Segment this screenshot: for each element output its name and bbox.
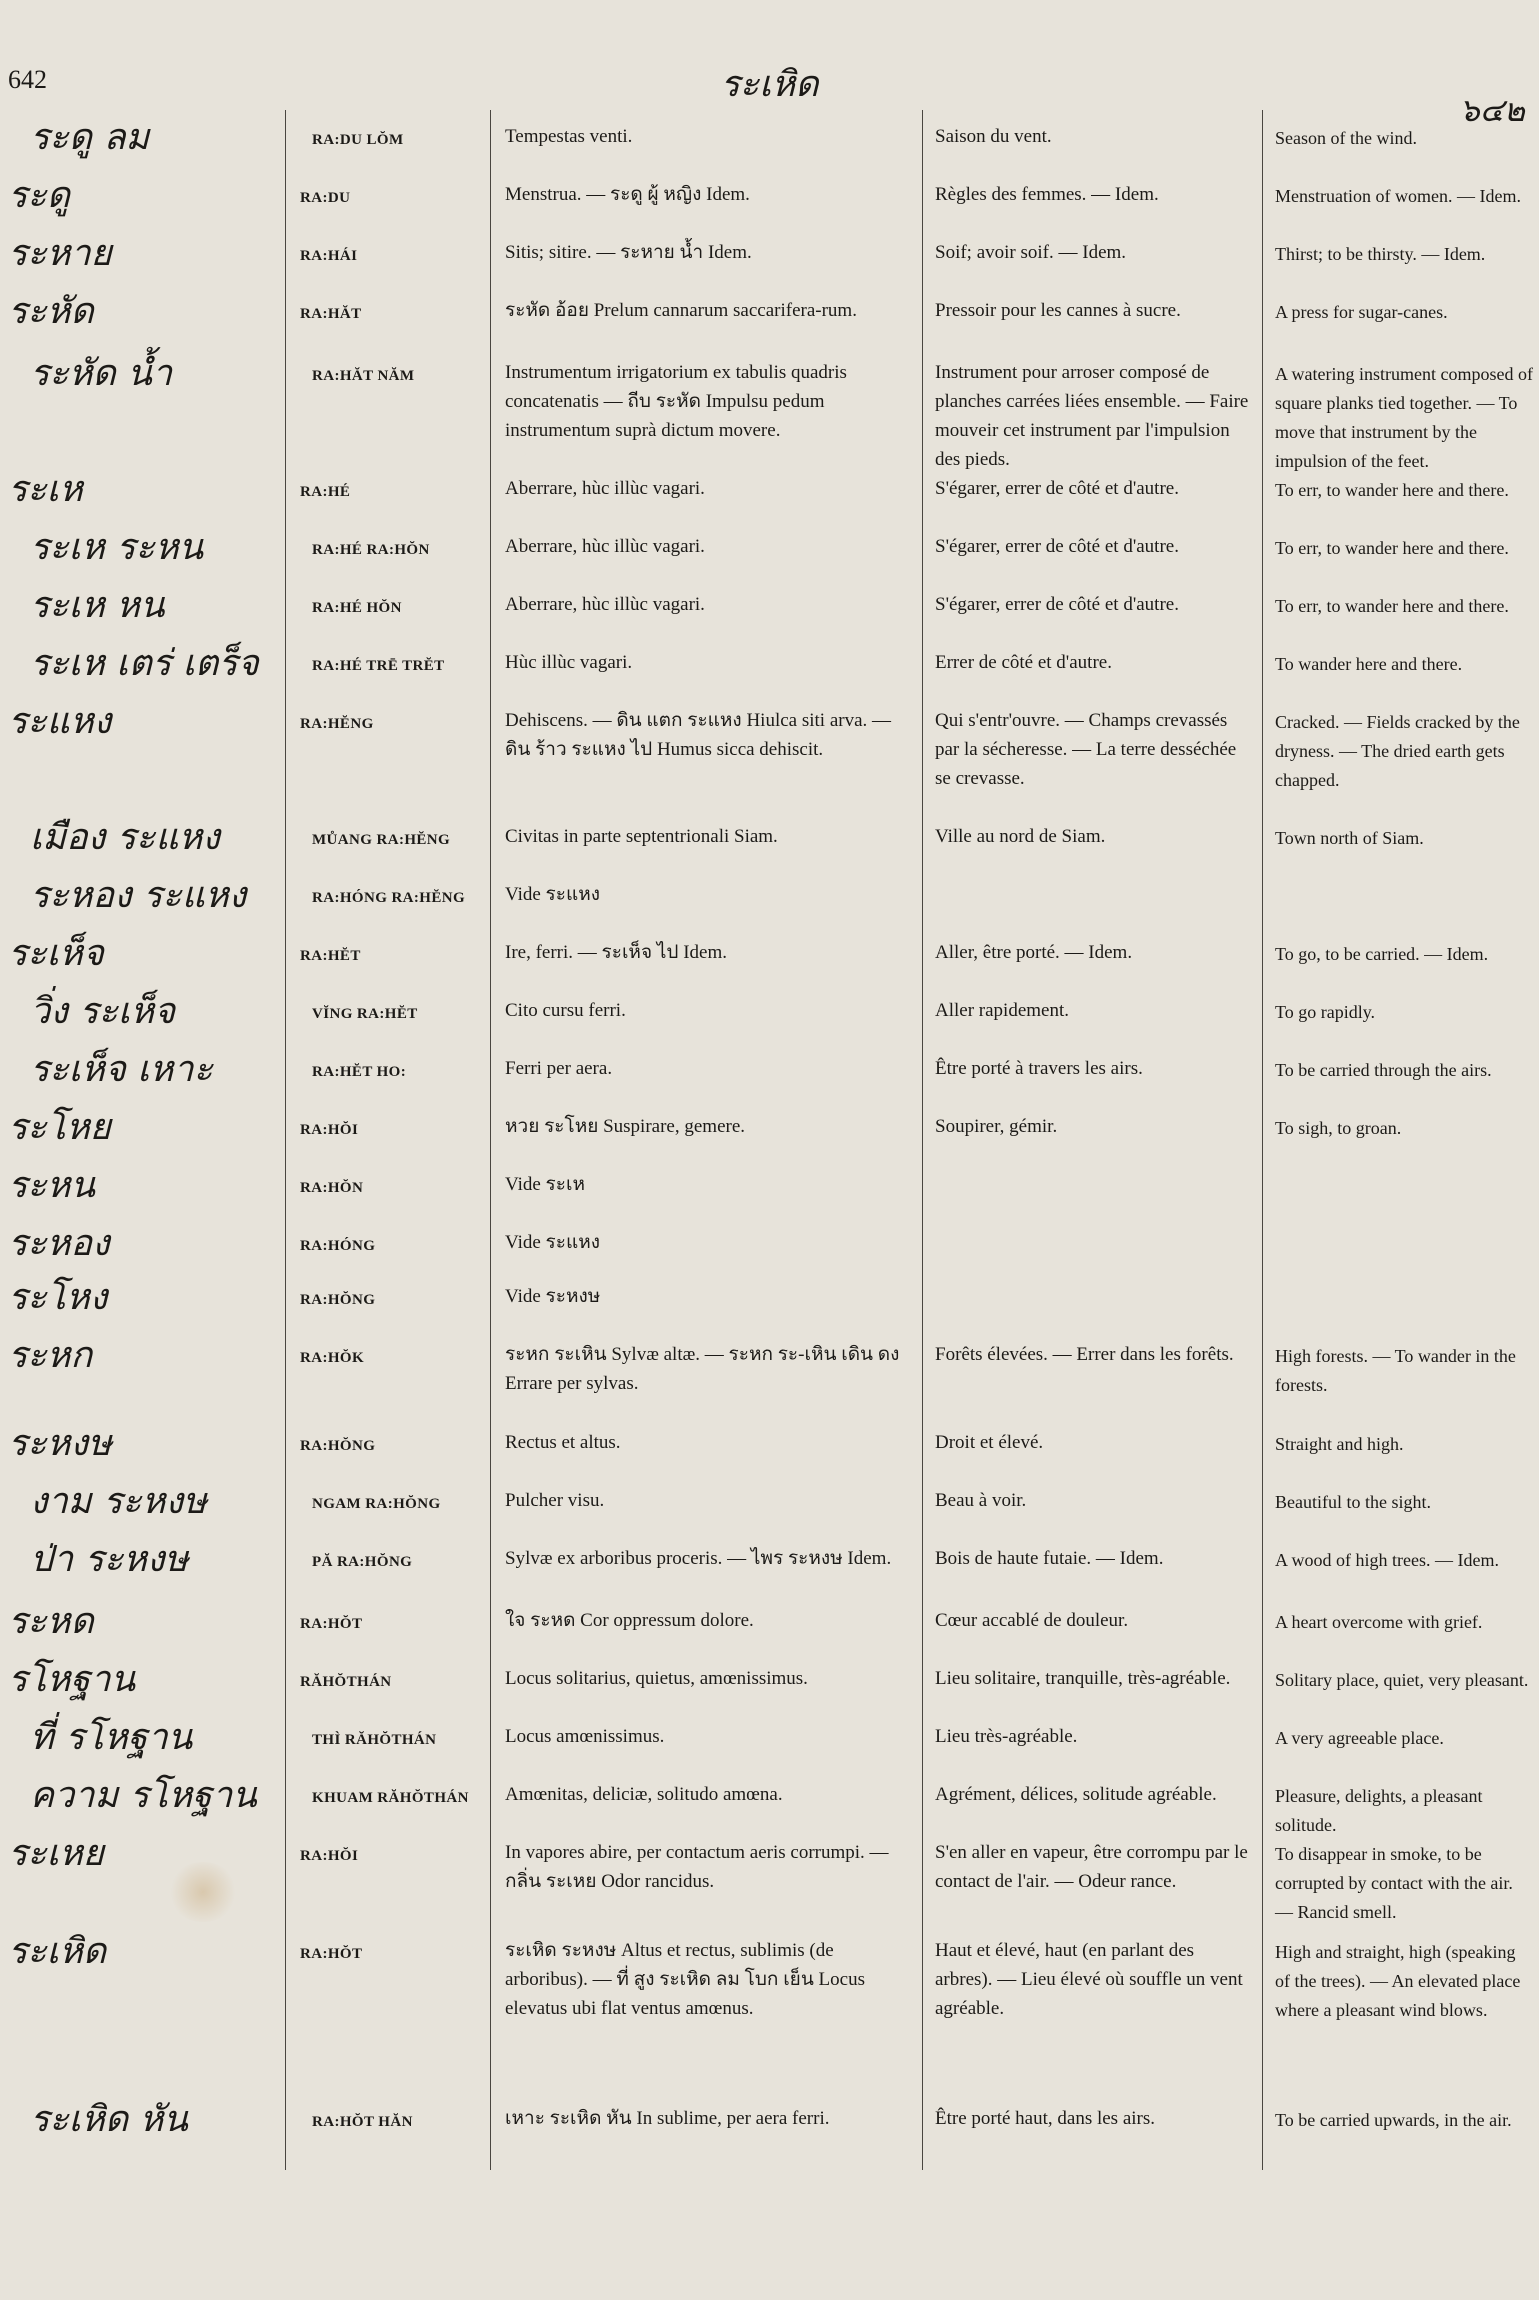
- latin-definition: Rectus et altus.: [505, 1432, 621, 1453]
- latin-definition: Vide ระแหง: [505, 884, 600, 905]
- english-definition: Cracked. — Fields cracked by the dryness. — The dried earth gets chapped.: [1275, 712, 1520, 790]
- latin-definition: ระหัด อ้อย Prelum cannarum saccarifera-rum.: [505, 300, 857, 321]
- english-definition: High forests. — To wander in the forests.: [1275, 1346, 1516, 1395]
- thai-headword: ระดู: [8, 175, 71, 216]
- french-definition: S'égarer, errer de côté et d'autre.: [935, 594, 1179, 615]
- romanization: RA:HĂT NĂM: [312, 368, 415, 384]
- french-definition: Soupirer, gémir.: [935, 1116, 1058, 1137]
- french-definition: Être porté à travers les airs.: [935, 1058, 1143, 1079]
- thai-headword: ความ รโหฐาน: [30, 1775, 257, 1816]
- latin-definition: Vide ระแหง: [505, 1232, 600, 1253]
- romanization: NGAM RA:HŎNG: [312, 1496, 441, 1512]
- english-definition: Solitary place, quiet, very pleasant.: [1275, 1670, 1529, 1690]
- romanization: RA:DU LŎM: [312, 132, 404, 148]
- latin-definition: ใจ ระหด Cor oppressum dolore.: [505, 1610, 754, 1631]
- thai-headword: ระเห็จ: [8, 933, 104, 974]
- english-definition: To be carried upwards, in the air.: [1275, 2110, 1512, 2130]
- romanization: PĂ RA:HŎNG: [312, 1554, 413, 1570]
- french-definition: Agrément, délices, solitude agréable.: [935, 1784, 1217, 1805]
- romanization: VĬNG RA:HĔT: [312, 1006, 418, 1022]
- page-number: 642: [8, 65, 47, 94]
- romanization: RA:HÉ RA:HŎN: [312, 542, 430, 558]
- english-definition: To wander here and there.: [1275, 654, 1463, 674]
- latin-definition: Sylvæ ex arboribus proceris. — ไพร ระหงษ Idem.: [505, 1548, 892, 1569]
- romanization: RA:HĔT: [300, 948, 361, 964]
- latin-definition: Cito cursu ferri.: [505, 1000, 626, 1021]
- thai-headword: ระหัด น้ำ: [30, 353, 173, 394]
- column-rule: [285, 110, 286, 2170]
- thai-headword: ระเหย: [8, 1833, 104, 1874]
- latin-definition: In vapores abire, per contactum aeris corrumpi. — กลิ่น ระเหย Odor rancidus.: [505, 1842, 889, 1892]
- french-definition: Haut et élevé, haut (en parlant des arbres). — Lieu élevé où souffle un vent agréable.: [935, 1940, 1243, 2019]
- latin-definition: Ire, ferri. — ระเห็จ ไป Idem.: [505, 942, 727, 963]
- thai-headword: ระเหิด หัน: [30, 2099, 188, 2140]
- thai-headword: ระแหง: [8, 701, 112, 742]
- romanization: MŮANG RA:HĔNG: [312, 832, 451, 848]
- romanization: RA:HĔT HO:: [312, 1064, 407, 1080]
- french-definition: Aller, être porté. — Idem.: [935, 942, 1133, 963]
- romanization: RA:HÓNG: [300, 1238, 376, 1254]
- romanization: THÌ RĂHŎTHÁN: [312, 1732, 437, 1748]
- latin-definition: หวย ระโหย Suspirare, gemere.: [505, 1116, 746, 1137]
- romanization: RA:HŎT HĂN: [312, 2114, 413, 2130]
- thai-headword: ระหงษ: [8, 1423, 112, 1464]
- thai-headword: ระหก: [8, 1335, 93, 1376]
- latin-definition: ระหก ระเหิน Sylvæ altæ. — ระหก ระ-เหิน เดิน ดง Errare per sylvas.: [505, 1344, 900, 1394]
- english-definition: To err, to wander here and there.: [1275, 538, 1509, 558]
- latin-definition: Ferri per aera.: [505, 1058, 613, 1079]
- french-definition: Qui s'entr'ouvre. — Champs crevassés par la sécheresse. — La terre desséchée se crevasse.: [935, 710, 1237, 789]
- thai-headword: รโหฐาน: [8, 1659, 136, 1700]
- latin-definition: ระเหิด ระหงษ Altus et rectus, sublimis (de arboribus). — ที่ สูง ระเหิด ลม โบก เย็น Locus elevatus ubi flat ventus amœnus.: [505, 1940, 865, 2019]
- english-definition: To go rapidly.: [1275, 1002, 1376, 1022]
- latin-definition: เหาะ ระเหิด หัน In sublime, per aera ferri.: [505, 2108, 830, 2129]
- thai-headword: ระหน: [8, 1165, 96, 1206]
- french-definition: Cœur accablé de douleur.: [935, 1610, 1129, 1631]
- page-header: [0, 55, 1539, 129]
- english-definition: To err, to wander here and there.: [1275, 480, 1509, 500]
- romanization: RA:HÉ: [300, 484, 351, 500]
- thai-headword: ระโหย: [8, 1107, 111, 1148]
- latin-definition: Amœnitas, deliciæ, solitudo amœna.: [505, 1784, 783, 1805]
- latin-definition: Dehiscens. — ดิน แตก ระแหง Hiulca siti arva. — ดิน ร้าว ระแหง ไป Humus sicca dehiscit.: [505, 710, 892, 760]
- romanization: RA:HŎNG: [300, 1438, 376, 1454]
- thai-headword: ระหอง ระแหง: [30, 875, 247, 916]
- thai-headword: ระหาย: [8, 233, 112, 274]
- thai-headword: ระหอง: [8, 1223, 110, 1264]
- column-rule: [1262, 110, 1263, 2170]
- latin-definition: Locus amœnissimus.: [505, 1726, 665, 1747]
- romanization: RA:HÉ TRĒ TRĔT: [312, 658, 445, 674]
- thai-headword: ระหด: [8, 1601, 94, 1642]
- french-definition: Pressoir pour les cannes à sucre.: [935, 300, 1181, 321]
- latin-definition: Civitas in parte septentrionali Siam.: [505, 826, 778, 847]
- english-definition: High and straight, high (speaking of the trees). — An elevated place where a pleasant wind blows.: [1275, 1942, 1521, 2020]
- english-definition: Season of the wind.: [1275, 128, 1417, 148]
- thai-headword: ระโหง: [8, 1277, 108, 1318]
- latin-definition: Vide ระเห: [505, 1174, 585, 1195]
- french-definition: S'en aller en vapeur, être corrompu par le contact de l'air. — Odeur rance.: [935, 1842, 1248, 1892]
- latin-definition: Sitis; sitire. — ระหาย น้ำ Idem.: [505, 242, 752, 263]
- french-definition: Errer de côté et d'autre.: [935, 652, 1112, 673]
- french-definition: Lieu solitaire, tranquille, très-agréable.: [935, 1668, 1231, 1689]
- thai-headword: ที่ รโหฐาน: [30, 1717, 193, 1758]
- thai-headword: ป่า ระหงษ: [30, 1539, 189, 1580]
- english-definition: A very agreeable place.: [1275, 1728, 1444, 1748]
- thai-page-number: ๖๔๒: [1459, 91, 1525, 129]
- latin-definition: Locus solitarius, quietus, amœnissimus.: [505, 1668, 808, 1689]
- french-definition: Instrument pour arroser composé de planches carrées liées ensemble. — Faire mouveir cet instrument par l'impulsion des pieds.: [935, 362, 1249, 470]
- latin-definition: Vide ระหงษ: [505, 1286, 601, 1307]
- thai-headword: วิ่ง ระเห็จ: [30, 991, 176, 1032]
- english-definition: Beautiful to the sight.: [1275, 1492, 1431, 1512]
- romanization: RĂHŎTHÁN: [300, 1674, 392, 1690]
- thai-headword: ระเห หน: [30, 585, 165, 626]
- column-rule: [922, 110, 923, 2170]
- romanization: RA:HĂT: [300, 306, 362, 322]
- latin-definition: Menstrua. — ระดู ผู้ หญิง Idem.: [505, 184, 750, 205]
- english-definition: Pleasure, delights, a pleasant solitude.: [1275, 1786, 1483, 1835]
- thai-headword: ระดู ลม: [30, 117, 150, 158]
- thai-headword: ระเห: [8, 469, 83, 510]
- thai-headword: เมือง ระแหง: [30, 817, 220, 858]
- romanization: RA:HŎI: [300, 1848, 359, 1864]
- english-definition: To sigh, to groan.: [1275, 1118, 1402, 1138]
- romanization: RA:HŎT: [300, 1946, 363, 1962]
- english-definition: Town north of Siam.: [1275, 828, 1424, 848]
- english-definition: Menstruation of women. — Idem.: [1275, 186, 1521, 206]
- english-definition: To disappear in smoke, to be corrupted by contact with the air. — Rancid smell.: [1275, 1844, 1513, 1922]
- english-definition: Thirst; to be thirsty. — Idem.: [1275, 244, 1486, 264]
- french-definition: Droit et élevé.: [935, 1432, 1044, 1453]
- french-definition: Règles des femmes. — Idem.: [935, 184, 1159, 205]
- thai-headword: ระเหิด: [8, 1931, 107, 1972]
- romanization: RA:DU: [300, 190, 351, 206]
- french-definition: Être porté haut, dans les airs.: [935, 2108, 1156, 2129]
- english-definition: To err, to wander here and there.: [1275, 596, 1509, 616]
- french-definition: S'égarer, errer de côté et d'autre.: [935, 478, 1179, 499]
- french-definition: Lieu très-agréable.: [935, 1726, 1078, 1747]
- french-definition: Beau à voir.: [935, 1490, 1027, 1511]
- english-definition: A heart overcome with grief.: [1275, 1612, 1483, 1632]
- french-definition: Ville au nord de Siam.: [935, 826, 1106, 847]
- french-definition: Soif; avoir soif. — Idem.: [935, 242, 1127, 263]
- latin-definition: Aberrare, hùc illùc vagari.: [505, 478, 705, 499]
- romanization: RA:HĔNG: [300, 716, 374, 732]
- french-definition: Bois de haute futaie. — Idem.: [935, 1548, 1164, 1569]
- latin-definition: Aberrare, hùc illùc vagari.: [505, 536, 705, 557]
- french-definition: S'égarer, errer de côté et d'autre.: [935, 536, 1179, 557]
- romanization: RA:HÁI: [300, 248, 358, 264]
- latin-definition: Aberrare, hùc illùc vagari.: [505, 594, 705, 615]
- thai-headword: ระหัด: [8, 291, 94, 332]
- latin-definition: Pulcher visu.: [505, 1490, 605, 1511]
- romanization: KHUAM RĂHŎTHÁN: [312, 1790, 469, 1806]
- english-definition: A wood of high trees. — Idem.: [1275, 1550, 1499, 1570]
- english-definition: To be carried through the airs.: [1275, 1060, 1492, 1080]
- english-definition: To go, to be carried. — Idem.: [1275, 944, 1489, 964]
- romanization: RA:HŎT: [300, 1616, 363, 1632]
- romanization: RA:HÓNG RA:HĔNG: [312, 890, 466, 906]
- thai-headword: ระเห ระหน: [30, 527, 204, 568]
- latin-definition: Tempestas venti.: [505, 126, 633, 147]
- latin-definition: Hùc illùc vagari.: [505, 652, 633, 673]
- romanization: RA:HŎI: [300, 1122, 359, 1138]
- thai-headword: งาม ระหงษ: [30, 1481, 207, 1522]
- english-definition: A watering instrument composed of square planks tied together. — To move that instrument by the impulsion of the feet.: [1275, 364, 1533, 471]
- french-definition: Saison du vent.: [935, 126, 1052, 147]
- thai-headword: ระเห เตร่ เตร็จ: [30, 643, 259, 684]
- latin-definition: Instrumentum irrigatorium ex tabulis quadris concatenatis — ถีบ ระหัด Impulsu pedum instrumentum suprà dictum movere.: [505, 362, 847, 441]
- romanization: RA:HŎK: [300, 1350, 365, 1366]
- english-definition: Straight and high.: [1275, 1434, 1404, 1454]
- running-head: ระเหิด: [720, 64, 819, 105]
- french-definition: Forêts élevées. — Errer dans les forêts.: [935, 1344, 1234, 1365]
- romanization: RA:HÉ HŎN: [312, 600, 402, 616]
- column-rule: [490, 110, 491, 2170]
- thai-headword: ระเห็จ เหาะ: [30, 1049, 213, 1090]
- english-definition: A press for sugar-canes.: [1275, 302, 1448, 322]
- romanization: RA:HŎNG: [300, 1292, 376, 1308]
- french-definition: Aller rapidement.: [935, 1000, 1070, 1021]
- romanization: RA:HŎN: [300, 1180, 364, 1196]
